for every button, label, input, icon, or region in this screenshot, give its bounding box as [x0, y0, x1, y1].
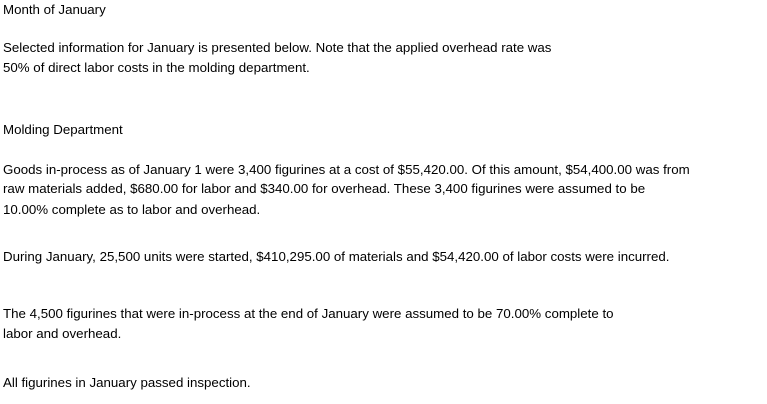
intro-line-1: Selected information for January is presented below. Note that the applied overhead rate was	[3, 40, 552, 55]
intro-line-2: 50% of direct labor costs in the molding department.	[3, 60, 310, 75]
goods-in-process-line-3: 10.00% complete as to labor and overhead.	[3, 202, 261, 217]
ending-in-process-line-2: labor and overhead.	[3, 326, 122, 341]
molding-department-heading: Molding Department	[3, 122, 123, 137]
inspection-paragraph: All figurines in January passed inspection.	[3, 375, 251, 390]
month-heading: Month of January	[3, 2, 106, 17]
goods-in-process-line-2: raw materials added, $680.00 for labor and $340.00 for overhead. These 3,400 figurines were assumed to be	[3, 181, 646, 196]
goods-in-process-line-1: Goods in-process as of January 1 were 3,400 figurines at a cost of $55,420.00. Of this amount, $54,400.00 was from	[3, 162, 690, 177]
units-started-paragraph: During January, 25,500 units were started, $410,295.00 of materials and $54,420.00 of labor costs were incurred.	[3, 249, 670, 264]
ending-in-process-line-1: The 4,500 figurines that were in-process at the end of January were assumed to be 70.00% complete to	[3, 306, 614, 321]
